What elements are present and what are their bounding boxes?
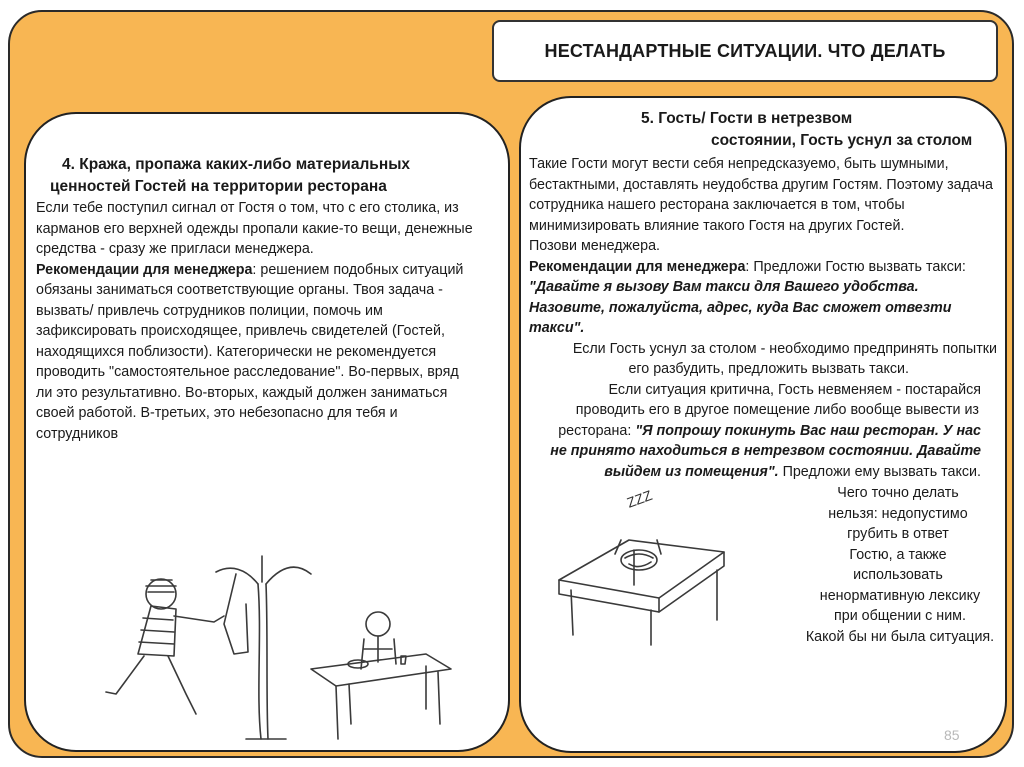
drunk-para1: Такие Гости могут вести себя непредсказуемо, быть шумными, бестактными, доставлять неудобства другим Гостям. Поэтому задача сотрудника нашего ресторана заключается в том, чтобы минимизировать влияние такого Гостя на других Гостей. xyxy=(529,156,993,234)
drunk-quote2-line2 xyxy=(529,441,997,462)
never-do-list xyxy=(773,483,1023,647)
drunk-rec-text: : Предложи Гостю вызвать такси: xyxy=(745,258,966,275)
theft-body xyxy=(36,198,476,444)
drunk-rec xyxy=(529,257,997,339)
crit-line1: Если ситуация критична, Гость невменяем - постарайся xyxy=(608,381,981,398)
theft-heading xyxy=(50,154,500,198)
slide-title: НЕСТАНДАРТНЫЕ СИТУАЦИИ. ЧТО ДЕЛАТЬ xyxy=(492,20,998,82)
drunk-para2: Позови менеджера. xyxy=(529,238,661,254)
drunk-guest-panel xyxy=(519,96,1007,753)
sleep-line1: Если Гость уснул за столом - необходимо предпринять попытки xyxy=(572,340,997,357)
drunk-body xyxy=(529,154,997,482)
never-line: Какой бы ни была ситуация. xyxy=(805,628,995,645)
never-line: грубить в ответ xyxy=(847,526,949,542)
crit-line3 xyxy=(529,421,997,442)
never-line: Чего точно делать xyxy=(837,485,959,501)
after-quote2: Предложи ему вызвать такси. xyxy=(778,463,981,480)
drunk-quote2-c: выйдем из помещения". xyxy=(604,463,779,480)
drunk-heading-line1: 5. Гость/ Гости в нетрезвом xyxy=(641,110,853,127)
theft-illustration xyxy=(96,544,456,744)
theft-panel xyxy=(24,112,510,752)
zzz-text: ZZZ xyxy=(624,486,655,511)
drunk-quote1: "Давайте я вызову Вам такси для Вашего удобства. Назовите, пожалуйста, адрес, куда Вас сможет отвезти такси". xyxy=(529,279,952,336)
sleep-line2: его разбудить, предложить вызвать такси. xyxy=(628,361,909,377)
drunk-heading-line2: состоянии, Гость уснул за столом xyxy=(711,132,973,149)
theft-heading-line2: ценностей Гостей на территории ресторана xyxy=(50,178,387,195)
drunk-quote2-b: не принято находиться в нетрезвом состоянии. Давайте xyxy=(550,443,981,459)
crit-line3-text: ресторана: xyxy=(558,422,636,439)
sleeping-guest-illustration xyxy=(539,470,729,646)
theft-rec-text: : решением подобных ситуаций обязаны заниматься соответствующие органы. Твоя задача - вызвать/ привлечь сотрудников полиции, помочь им зафиксировать происходящее, привлечь свидетелей (Гостей, находящихся поблизости). Категорически не рекомендуется проводить "самостоятельное расследование". Во-первых, вряд ли это результативно. Во-вторых, каждый должен заниматься своей работой. В-третьих, это небезопасно для тебя и сотрудников xyxy=(36,261,464,442)
drunk-heading xyxy=(533,108,995,152)
never-line: при общении с ним. xyxy=(834,608,966,624)
crit-line2: проводить его в другое помещение либо вообще вывести из xyxy=(575,402,979,418)
theft-para1: Если тебе поступил сигнал от Гостя о том, что с его столика, из карманов его верхней одежды пропали какие-то вещи, денежные средства - сразу же пригласи менеджера. xyxy=(36,200,473,257)
drunk-quote2-a: "Я попрошу покинуть Вас наш ресторан. У нас xyxy=(635,422,981,439)
never-line: Гостю, а также xyxy=(849,546,947,563)
theft-heading-line1: 4. Кража, пропажа каких-либо материальных xyxy=(62,156,411,173)
page-number: 85 xyxy=(944,727,960,743)
theft-rec-label: Рекомендации для менеджера xyxy=(36,261,253,278)
never-line: использовать xyxy=(853,567,943,583)
never-line: ненормативную лексику xyxy=(819,587,981,604)
drunk-rec-label: Рекомендации для менеджера xyxy=(529,258,746,275)
never-line: нельзя: недопустимо xyxy=(828,505,968,522)
